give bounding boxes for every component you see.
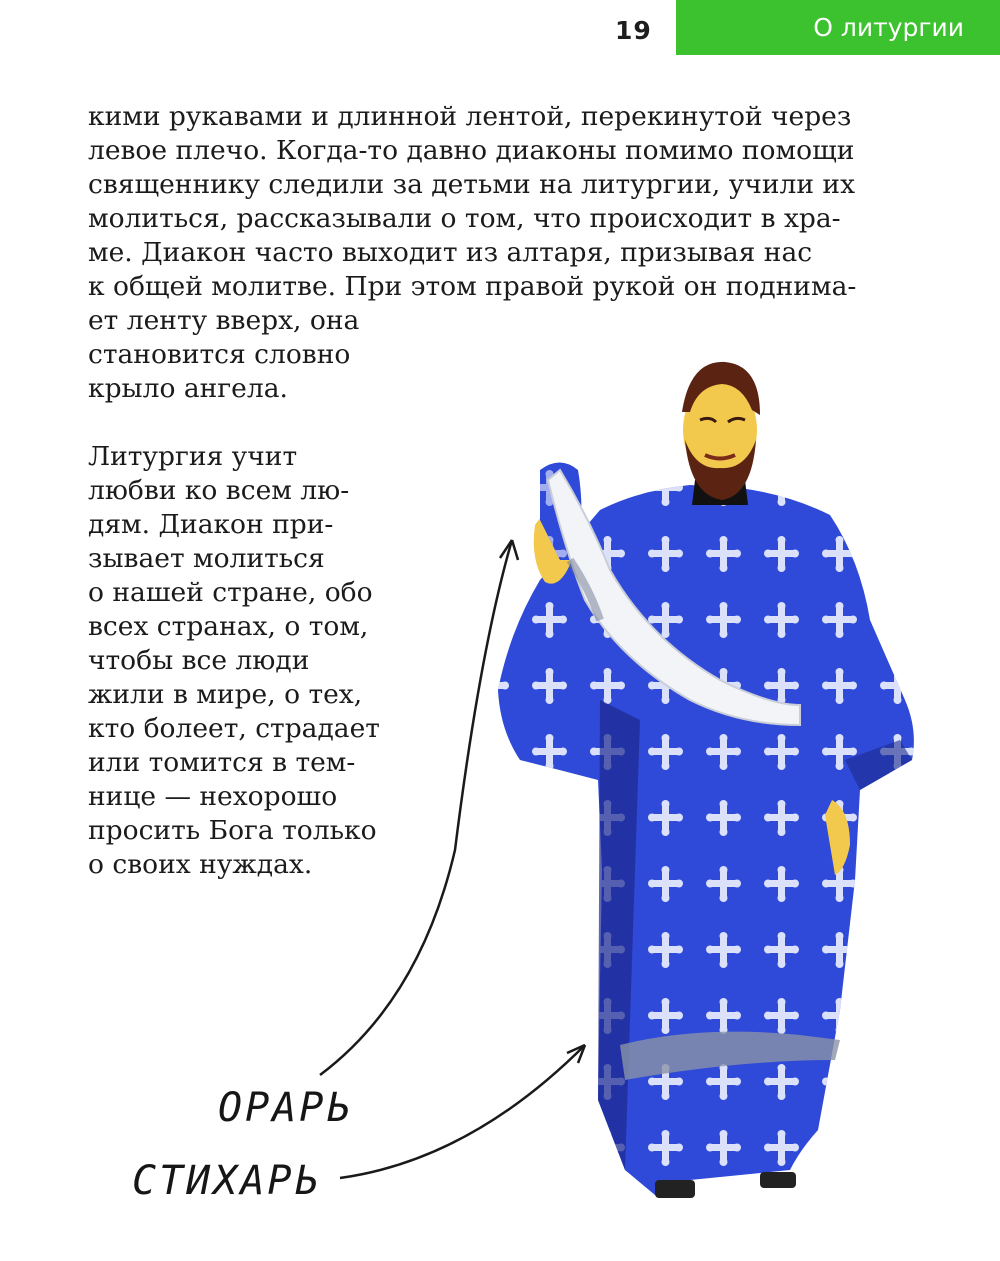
text-line: о своих нуждах. — [88, 849, 313, 880]
section-title: О литургии — [813, 13, 964, 42]
text-line: кими рукавами и длинной лентой, перекинутой через — [88, 101, 852, 132]
text-line: любви ко всем лю- — [88, 475, 350, 506]
text-line: левое плечо. Когда-то давно диаконы помимо помощи — [88, 135, 855, 166]
text-line: просить Бога только — [88, 815, 377, 846]
text-line: к общей молитве. При этом правой рукой он поднима- — [88, 271, 857, 302]
text-line: зывает молиться — [88, 543, 325, 574]
label-sticharion: СТИХАРЬ — [132, 1158, 322, 1204]
text-line: Литургия учит — [88, 441, 298, 472]
text-line: кто болеет, страдает — [88, 713, 380, 744]
text-line: крыло ангела. — [88, 373, 288, 404]
text-line: о нашей стране, обо — [88, 577, 373, 608]
text-line: или томится в тем- — [88, 747, 356, 778]
text-line: ет ленту вверх, она — [88, 305, 360, 336]
text-line: становится словно — [88, 339, 351, 370]
text-line: молиться, рассказывали о том, что происходит в хра- — [88, 203, 841, 234]
text-line: всех странах, о том, — [88, 611, 369, 642]
page-number: 19 — [615, 16, 652, 45]
text-line: чтобы все люди — [88, 645, 310, 676]
text-line: жили в мире, о тех, — [88, 679, 363, 710]
text-line: ме. Диакон часто выходит из алтаря, призывая нас — [88, 237, 813, 268]
text-line: дям. Диакон при- — [88, 509, 334, 540]
text-line: нице — нехорошо — [88, 781, 338, 812]
text-line: священнику следили за детьми на литургии, учили их — [88, 169, 856, 200]
label-orar: ОРАРЬ — [218, 1085, 354, 1131]
